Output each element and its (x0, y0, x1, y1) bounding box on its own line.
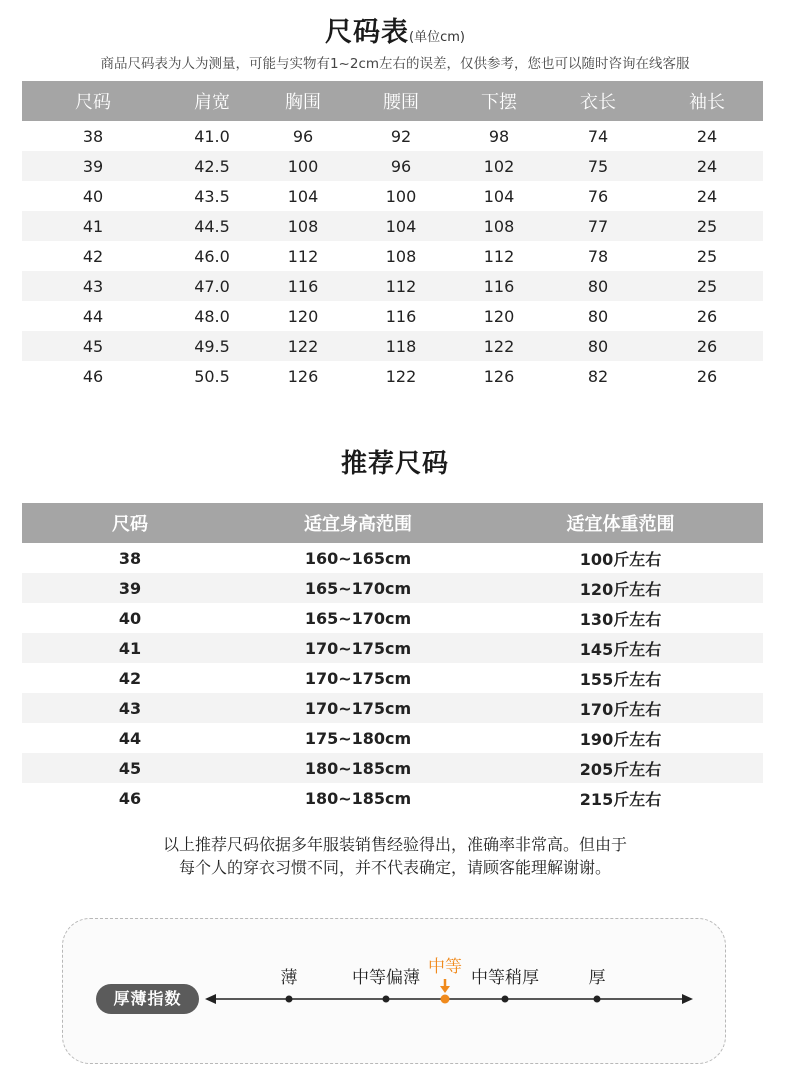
table-cell: 44 (82, 306, 104, 326)
level-dot-medium-thin (383, 996, 390, 1003)
table-cell: 116 (385, 306, 417, 326)
table-cell: 45 (82, 336, 104, 356)
table-cell: 46 (118, 788, 142, 808)
table-cell: 215斤左右 (579, 789, 662, 809)
table-cell: 112 (287, 246, 319, 266)
table-cell: 180~185cm (304, 758, 412, 778)
thickness-label: 厚薄指数 (96, 984, 199, 1014)
table-cell: 170斤左右 (579, 699, 662, 719)
table-cell: 112 (385, 276, 417, 296)
table-cell: 108 (287, 216, 319, 236)
table-cell: 120 (483, 306, 515, 326)
table-cell: 100 (385, 186, 417, 206)
arrow-left-icon (205, 994, 216, 1004)
table-cell: 75 (587, 156, 609, 176)
table-cell: 42.5 (194, 156, 230, 176)
table-cell: 40 (118, 608, 142, 628)
table-cell: 45 (118, 758, 142, 778)
header-shoulder: 肩宽 (194, 92, 230, 113)
table-cell: 120斤左右 (579, 579, 662, 599)
rec-header-weight: 适宜体重范围 (566, 514, 675, 535)
table-cell: 165~170cm (304, 578, 412, 598)
table-cell: 78 (587, 246, 609, 266)
table-cell: 26 (696, 336, 718, 356)
table-cell: 170~175cm (304, 698, 412, 718)
table-cell: 74 (587, 126, 609, 146)
arrow-right-icon (682, 994, 693, 1004)
table-cell: 43 (82, 276, 104, 296)
table-cell: 82 (587, 366, 609, 386)
recommend-note-line-2: 每个人的穿衣习惯不同，并不代表确定，请顾客能理解谢谢。 (178, 858, 611, 877)
table-cell: 77 (587, 216, 609, 236)
level-label-medium: 中等 (428, 957, 462, 977)
table-cell: 76 (587, 186, 609, 206)
header-sleeve: 袖长 (689, 92, 725, 113)
table-cell: 24 (696, 126, 718, 146)
table-cell: 38 (118, 548, 142, 568)
table-cell: 205斤左右 (579, 759, 662, 779)
table-cell: 80 (587, 276, 609, 296)
table-cell: 160~165cm (304, 548, 412, 568)
table-cell: 120 (287, 306, 319, 326)
table-cell: 102 (483, 156, 515, 176)
level-dot-medium-thick (502, 996, 509, 1003)
table-cell: 38 (82, 126, 104, 146)
recommend-note-line-1: 以上推荐尺码依据多年服装销售经验得出，准确率非常高。但由于 (162, 835, 627, 854)
size-chart-disclaimer: 商品尺码表为人为测量，可能与实物有1~2cm左右的误差，仅供参考，您也可以随时咨询在线客服 (100, 56, 690, 72)
table-cell: 80 (587, 336, 609, 356)
header-hem: 下摆 (481, 92, 517, 113)
table-cell: 47.0 (194, 276, 230, 296)
rec-header-size: 尺码 (112, 514, 148, 535)
level-label-medium-thick: 中等稍厚 (471, 968, 539, 988)
table-cell: 112 (483, 246, 515, 266)
table-cell: 170~175cm (304, 638, 412, 658)
level-dot-thin (286, 996, 293, 1003)
table-cell: 104 (483, 186, 515, 206)
table-cell: 190斤左右 (579, 729, 662, 749)
table-cell: 145斤左右 (579, 639, 662, 659)
level-dot-medium (441, 995, 450, 1004)
table-cell: 50.5 (194, 366, 230, 386)
table-cell: 48.0 (194, 306, 230, 326)
table-cell: 170~175cm (304, 668, 412, 688)
table-cell: 104 (385, 216, 417, 236)
table-cell: 92 (390, 126, 412, 146)
table-cell: 43.5 (194, 186, 230, 206)
table-cell: 180~185cm (304, 788, 412, 808)
size-chart-unit: (单位cm) (409, 30, 465, 45)
table-cell: 42 (82, 246, 104, 266)
rec-header-height: 适宜身高范围 (304, 514, 412, 535)
down-arrow-icon (440, 979, 450, 993)
table-cell: 116 (287, 276, 319, 296)
table-cell: 100斤左右 (579, 549, 662, 569)
header-waist: 腰围 (383, 92, 419, 113)
table-cell: 108 (385, 246, 417, 266)
header-chest: 胸围 (285, 92, 321, 113)
table-cell: 24 (696, 186, 718, 206)
table-cell: 96 (390, 156, 412, 176)
table-cell: 25 (696, 246, 718, 266)
table-cell: 116 (483, 276, 515, 296)
table-cell: 40 (82, 186, 104, 206)
size-chart-title: 尺码表 (325, 17, 410, 48)
table-cell: 122 (287, 336, 319, 356)
table-cell: 49.5 (194, 336, 230, 356)
table-cell: 108 (483, 216, 515, 236)
table-cell: 126 (483, 366, 515, 386)
table-cell: 25 (696, 276, 718, 296)
level-label-medium-thin: 中等偏薄 (352, 968, 420, 988)
table-cell: 80 (587, 306, 609, 326)
table-cell: 165~170cm (304, 608, 412, 628)
table-cell: 175~180cm (304, 728, 412, 748)
table-cell: 42 (118, 668, 142, 688)
table-cell: 46 (82, 366, 104, 386)
table-cell: 104 (287, 186, 319, 206)
table-cell: 155斤左右 (579, 669, 662, 689)
level-label-thick: 厚 (588, 968, 606, 988)
table-cell: 26 (696, 366, 718, 386)
level-dot-thick (594, 996, 601, 1003)
table-cell: 43 (118, 698, 142, 718)
table-cell: 122 (483, 336, 515, 356)
table-cell: 41 (82, 216, 104, 236)
table-cell: 96 (292, 126, 314, 146)
table-cell: 44 (118, 728, 142, 748)
recommend-title: 推荐尺码 (340, 449, 449, 479)
level-label-thin: 薄 (280, 968, 298, 988)
table-cell: 24 (696, 156, 718, 176)
table-cell: 130斤左右 (579, 609, 662, 629)
table-cell: 100 (287, 156, 319, 176)
table-cell: 126 (287, 366, 319, 386)
table-cell: 41 (118, 638, 142, 658)
table-cell: 46.0 (194, 246, 230, 266)
header-size: 尺码 (75, 92, 111, 113)
table-cell: 25 (696, 216, 718, 236)
table-cell: 118 (385, 336, 417, 356)
table-cell: 44.5 (194, 216, 230, 236)
table-cell: 98 (488, 126, 510, 146)
table-cell: 26 (696, 306, 718, 326)
table-cell: 39 (118, 578, 142, 598)
table-cell: 39 (82, 156, 104, 176)
table-cell: 41.0 (194, 126, 230, 146)
header-length: 衣长 (580, 92, 616, 113)
table-cell: 122 (385, 366, 417, 386)
